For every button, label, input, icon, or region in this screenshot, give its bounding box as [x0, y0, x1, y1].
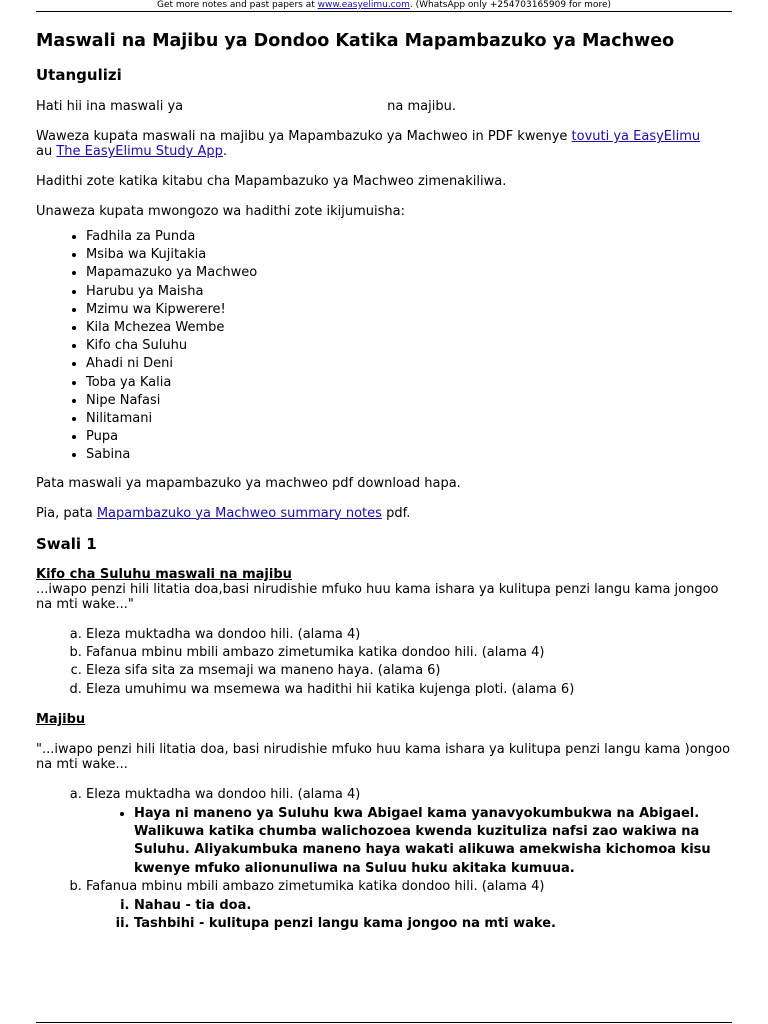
swali-subtitle: Kifo cha Suluhu maswali na majibu — [36, 566, 292, 582]
intro-heading: Utangulizi — [36, 66, 122, 84]
list-item: • Kifo cha Suluhu — [86, 337, 732, 355]
summary-prefix: Pia, pata — [36, 505, 97, 521]
majibu-heading: Majibu — [36, 712, 86, 728]
intro-p2-period: . — [222, 144, 227, 159]
summary-notes-link[interactable]: Mapambazuko ya Machweo summary notes — [96, 505, 382, 521]
page-header — [36, 0, 732, 12]
page-title: Maswali na Majibu ya Dondoo Katika Mapambazuko ya Machweo — [36, 31, 675, 51]
intro-paragraph-3: Hadithi zote katika kitabu cha Mapambazuko ya Machweo zimenakiliwa. — [36, 174, 507, 189]
header-suffix: . (WhatsApp only +254703165909 for more) — [409, 0, 611, 10]
document-body — [36, 30, 732, 934]
answer-item-a — [86, 786, 732, 878]
answers-list — [36, 786, 732, 933]
list-item: • Fadhila za Punda — [86, 228, 732, 246]
bottom-divider — [36, 1022, 732, 1023]
list-item: • Nilitamani — [86, 410, 732, 428]
answer-b-question: Fafanua mbinu mbili ambazo zimetumika katika dondoo hili. (alama 4) — [86, 879, 545, 895]
list-item: • Mapamazuko ya Machweo — [86, 264, 732, 282]
easyelimu-website-link[interactable]: tovuti ya EasyElimu — [571, 129, 701, 144]
list-item: • Kila Mchezea Wembe — [86, 319, 732, 337]
intro-p1-start: Hati hii ina maswali ya — [36, 99, 184, 114]
list-item: a. Eleza muktadha wa dondoo hili. (alama 4) — [86, 626, 732, 644]
answer-a-points — [86, 805, 732, 879]
majibu-quote: "...iwapo penzi hili litatia doa, basi nirudishie mfuko huu kama ishara ya kulitupa penzi langu kama )ongoo na mti wake... — [36, 742, 731, 773]
list-item: d. Eleza umuhimu wa msemewa wa hadithi hii katika kujenga ploti. (alama 6) — [86, 681, 732, 699]
list-item: i. Nahau - tia doa. — [134, 897, 732, 915]
swali-heading: Swali 1 — [36, 534, 97, 553]
list-item: • Nipe Nafasi — [86, 392, 732, 410]
header-prefix: Get more notes and past papers at — [156, 0, 318, 10]
list-item: b. Fafanua mbinu mbili ambazo zimetumika katika dondoo hili. (alama 4) — [86, 644, 732, 662]
answer-item-b — [86, 878, 732, 933]
answer-a-question: Eleza muktadha wa dondoo hili. (alama 4) — [86, 787, 361, 803]
intro-paragraph-1 — [36, 99, 732, 114]
summary-suffix: pdf. — [381, 505, 411, 521]
list-item: • Toba ya Kalia — [86, 374, 732, 392]
list-item: • Msiba wa Kujitakia — [86, 246, 732, 264]
questions-list — [36, 626, 732, 700]
intro-p1-end: na majibu. — [387, 99, 456, 114]
list-item: • Haya ni maneno ya Suluhu kwa Abigael kama yanavyokumbukwa na Abigael. Walikuwa katika chumba walichozoea kwenda kuzituliza nafsi zao wakiwa na Suluhu. Aliyakumbuka maneno haya wakati alikuwa amekwisha kichomoa kisu kwenye mfuko alionunuliwa na Suluu huku akitaka kumuua. — [134, 805, 732, 879]
easyelimu-link[interactable]: www.easyelimu.com — [317, 0, 410, 10]
list-item: • Ahadi ni Deni — [86, 355, 732, 373]
intro-paragraph-2 — [36, 129, 732, 159]
intro-p2-text-2: au — [36, 144, 57, 159]
intro-p2-text: Waweza kupata maswali na majibu ya Mapambazuko ya Machweo in PDF kwenye — [36, 129, 572, 144]
list-item: • Pupa — [86, 428, 732, 446]
download-paragraph: Pata maswali ya mapambazuko ya machweo pdf download hapa. — [36, 475, 461, 491]
swali-quote: ...iwapo penzi hili litatia doa,basi nirudishie mfuko huu kama ishara ya kulitupa penzi langu kama jongoo na mti wake..." — [36, 581, 719, 612]
summary-paragraph — [36, 506, 732, 521]
answer-b-points — [86, 897, 732, 934]
list-item: • Sabina — [86, 446, 732, 464]
easyelimu-app-link[interactable]: The EasyElimu Study App — [56, 144, 223, 159]
stories-list — [36, 228, 732, 465]
list-item: • Harubu ya Maisha — [86, 283, 732, 301]
list-item: c. Eleza sifa sita za msemaji wa maneno haya. (alama 6) — [86, 662, 732, 680]
intro-paragraph-4: Unaweza kupata mwongozo wa hadithi zote ikijumuisha: — [36, 204, 406, 219]
list-item: • Mzimu wa Kipwerere! — [86, 301, 732, 319]
list-item: ii. Tashbihi - kulitupa penzi langu kama jongoo na mti wake. — [134, 915, 732, 933]
